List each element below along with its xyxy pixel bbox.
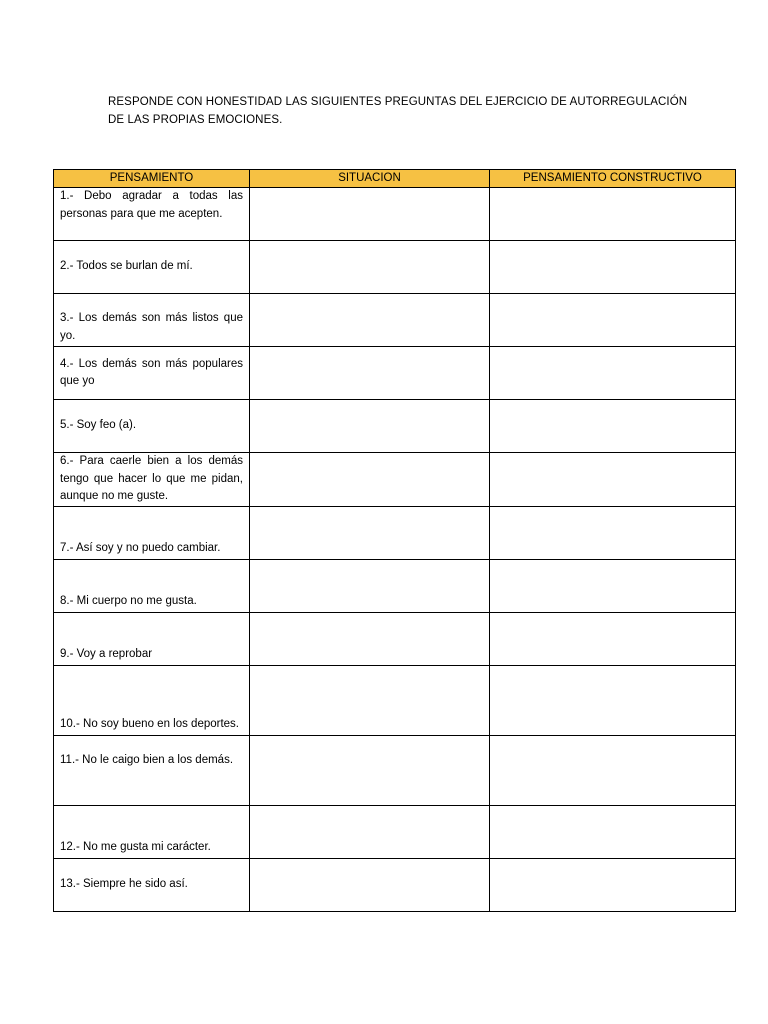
instructions-line-2: DE LAS PROPIAS EMOCIONES. — [108, 114, 283, 126]
situation-cell[interactable] — [250, 188, 490, 241]
table-row — [54, 453, 736, 507]
instructions-heading — [108, 93, 708, 129]
header-situation: SITUACION — [250, 170, 490, 188]
thought-cell: 9.- Voy a reprobar — [54, 612, 250, 665]
table-row — [54, 241, 736, 294]
situation-cell[interactable] — [250, 453, 490, 507]
table-row — [54, 559, 736, 612]
constructive-thought-cell[interactable] — [490, 400, 736, 453]
situation-cell[interactable] — [250, 559, 490, 612]
emotions-worksheet-table — [53, 169, 736, 912]
header-thought: PENSAMIENTO — [54, 170, 250, 188]
thought-cell: 10.- No soy bueno en los deportes. — [54, 665, 250, 735]
table-row — [54, 294, 736, 347]
thought-cell: 1.- Debo agradar a todas las personas para que me acepten. — [54, 188, 250, 241]
situation-cell[interactable] — [250, 294, 490, 347]
situation-cell[interactable] — [250, 735, 490, 805]
constructive-thought-cell[interactable] — [490, 453, 736, 507]
constructive-thought-cell[interactable] — [490, 559, 736, 612]
constructive-thought-cell[interactable] — [490, 294, 736, 347]
table-row — [54, 400, 736, 453]
situation-cell[interactable] — [250, 612, 490, 665]
constructive-thought-cell[interactable] — [490, 665, 736, 735]
situation-cell[interactable] — [250, 665, 490, 735]
thought-cell: 11.- No le caigo bien a los demás. — [54, 735, 250, 805]
situation-cell[interactable] — [250, 506, 490, 559]
constructive-thought-cell[interactable] — [490, 805, 736, 858]
table-row — [54, 506, 736, 559]
thought-cell: 13.- Siempre he sido así. — [54, 858, 250, 911]
constructive-thought-cell[interactable] — [490, 506, 736, 559]
thought-cell: 5.- Soy feo (a). — [54, 400, 250, 453]
constructive-thought-cell[interactable] — [490, 612, 736, 665]
instructions-line-1: RESPONDE CON HONESTIDAD LAS SIGUIENTES PREGUNTAS DEL EJERCICIO DE AUTORREGULACIÓN — [108, 96, 688, 108]
situation-cell[interactable] — [250, 858, 490, 911]
constructive-thought-cell[interactable] — [490, 735, 736, 805]
situation-cell[interactable] — [250, 347, 490, 400]
constructive-thought-cell[interactable] — [490, 347, 736, 400]
header-constructive-thought: PENSAMIENTO CONSTRUCTIVO — [490, 170, 736, 188]
thought-cell: 12.- No me gusta mi carácter. — [54, 805, 250, 858]
thought-cell: 4.- Los demás son más populares que yo — [54, 347, 250, 400]
table-row — [54, 805, 736, 858]
thought-cell: 6.- Para caerle bien a los demás tengo que hacer lo que me pidan, aunque no me guste. — [54, 453, 250, 507]
constructive-thought-cell[interactable] — [490, 241, 736, 294]
table-row — [54, 735, 736, 805]
constructive-thought-cell[interactable] — [490, 858, 736, 911]
situation-cell[interactable] — [250, 241, 490, 294]
table-row — [54, 612, 736, 665]
situation-cell[interactable] — [250, 805, 490, 858]
situation-cell[interactable] — [250, 400, 490, 453]
table-row — [54, 188, 736, 241]
constructive-thought-cell[interactable] — [490, 188, 736, 241]
header-row — [54, 170, 736, 188]
table-row — [54, 347, 736, 400]
thought-cell: 3.- Los demás son más listos que yo. — [54, 294, 250, 347]
table-row — [54, 858, 736, 911]
table-row — [54, 665, 736, 735]
thought-cell: 7.- Así soy y no puedo cambiar. — [54, 506, 250, 559]
thought-cell: 8.- Mi cuerpo no me gusta. — [54, 559, 250, 612]
thought-cell: 2.- Todos se burlan de mí. — [54, 241, 250, 294]
